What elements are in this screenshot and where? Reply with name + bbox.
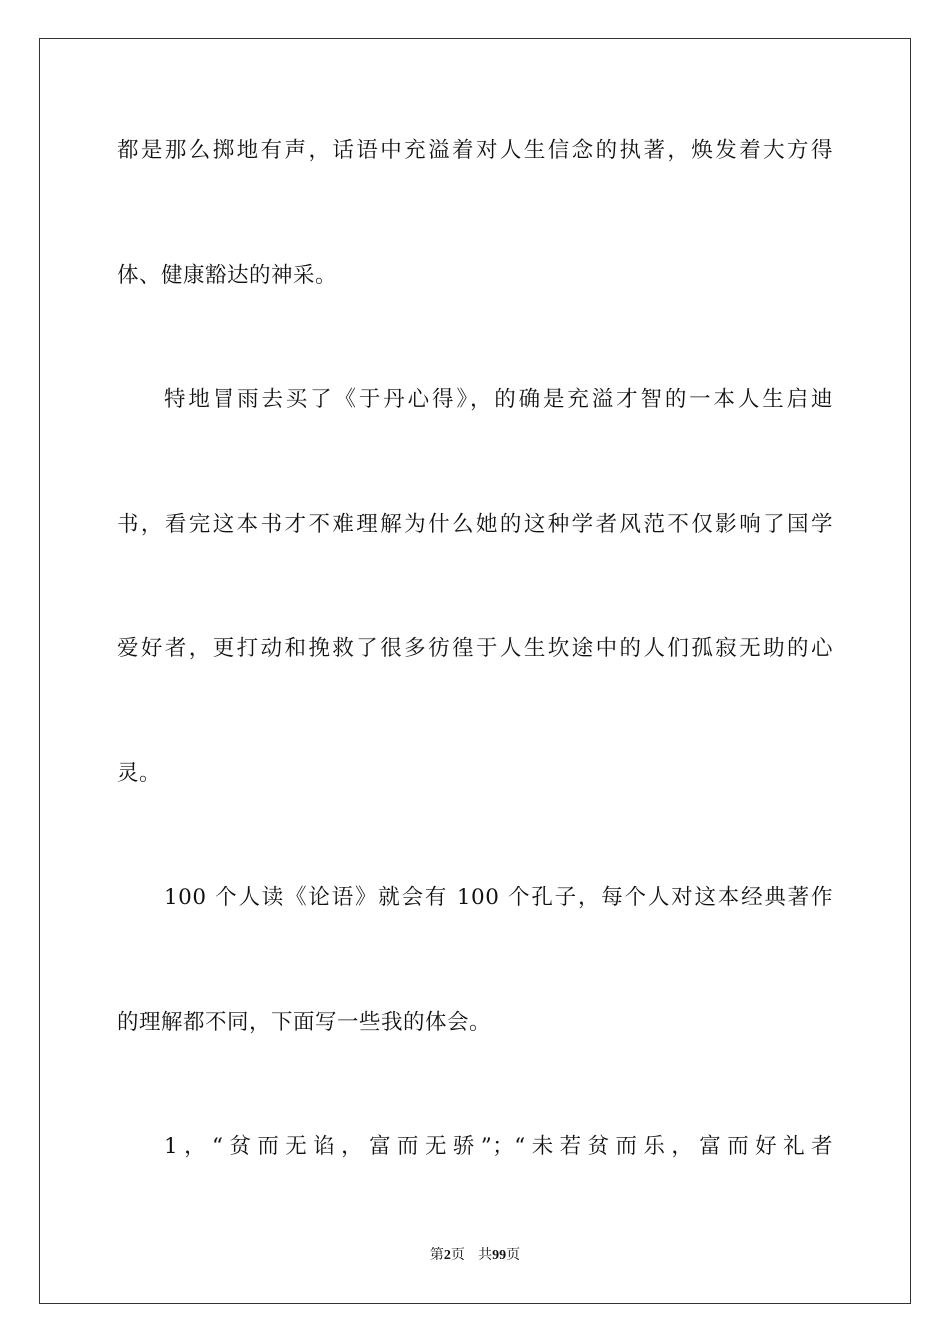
- footer-page-suffix: 页: [450, 1247, 465, 1263]
- text-line-9: 1，“贫而无谄，富而无骄”；“未若贫而乐，富而好礼者: [164, 1134, 833, 1159]
- footer-page-prefix: 第: [429, 1247, 444, 1263]
- text-line-7: 100 个人读《论语》就会有 100 个孔子，每个人对这本经典著作: [164, 885, 833, 910]
- text-line-1: 都是那么掷地有声，话语中充溢着对人生信念的执著，焕发着大方得: [117, 138, 833, 163]
- footer-page-number: 2: [443, 1248, 451, 1263]
- text-line-8: 的理解都不同，下面写一些我的体会。: [117, 1010, 492, 1035]
- footer-total-suffix: 页: [506, 1247, 521, 1263]
- text-line-6: 灵。: [117, 761, 162, 786]
- footer-total-prefix: 共: [478, 1247, 493, 1263]
- page-footer: [0, 1246, 950, 1265]
- text-line-4: 书，看完这本书才不难理解为什么她的这种学者风范不仅影响了国学: [117, 512, 833, 537]
- footer-total-pages: 99: [492, 1248, 507, 1263]
- text-line-2: 体、健康豁达的神采。: [117, 263, 338, 288]
- text-line-5: 爱好者，更打动和挽救了很多彷徨于人生坎途中的人们孤寂无助的心: [117, 636, 833, 661]
- page-border: [39, 38, 911, 1304]
- text-line-3: 特地冒雨去买了《于丹心得》，的确是充溢才智的一本人生启迪: [164, 387, 833, 412]
